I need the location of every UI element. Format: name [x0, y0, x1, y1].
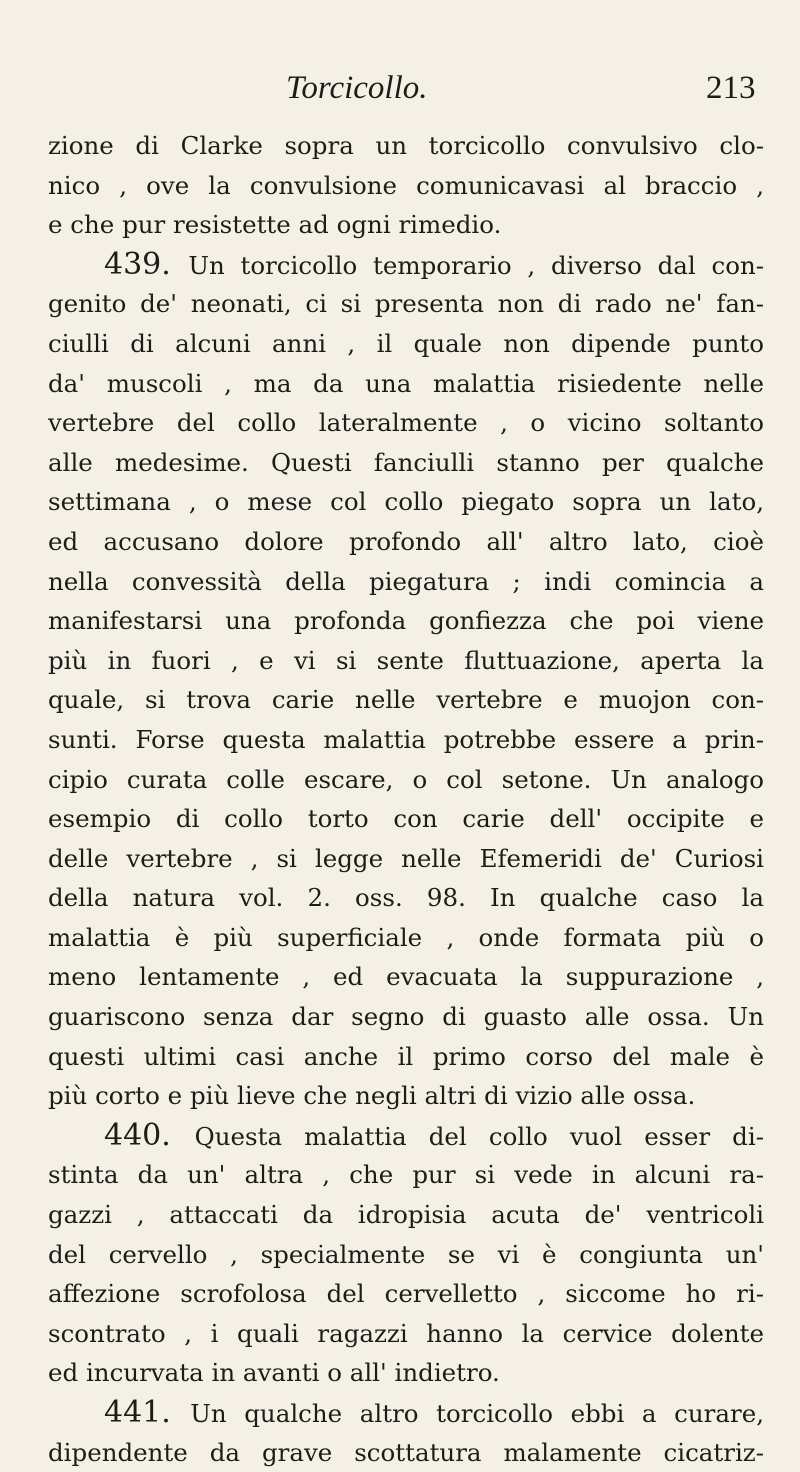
text-line [48, 1274, 764, 1314]
line-text: malattia è più superficiale , onde formata più o [48, 922, 764, 952]
running-title: Torcicollo. [286, 70, 428, 106]
line-text: ed incurvata in avanti o all' indietro. [48, 1358, 500, 1388]
line-text: nico , ove la convulsione comunicavasi al braccio , [48, 170, 764, 200]
text-line [48, 205, 764, 245]
text-line [48, 1353, 764, 1393]
text-line [48, 126, 764, 166]
line-text: delle vertebre , si legge nelle Efemeridi de' Curiosi [48, 843, 764, 873]
text-line [48, 522, 764, 562]
text-line [48, 641, 764, 681]
text-line [48, 364, 764, 404]
text-line [48, 601, 764, 641]
line-text: stinta da un' altra , che pur si vede in alcuni ra- [48, 1160, 764, 1190]
text-line [48, 680, 764, 720]
line-text: più in fuori , e vi si sente fluttuazione, aperta la [48, 645, 764, 675]
text-line [48, 284, 764, 324]
line-text: scontrato , i quali ragazzi hanno la cervice dolente [48, 1318, 764, 1348]
text-line [48, 1235, 764, 1275]
line-text: settimana , o mese col collo piegato sopra un lato, [48, 487, 764, 517]
text-line [48, 799, 764, 839]
text-line [48, 1116, 764, 1156]
body-text [48, 126, 764, 1472]
line-text: questi ultimi casi anche il primo corso del male è [48, 1041, 764, 1071]
paragraph-number: 439. [104, 246, 189, 282]
page-header [0, 70, 800, 120]
line-text: Un torcicollo temporario , diverso dal con- [188, 250, 764, 280]
line-text: genito de' neonati, ci si presenta non di rado ne' fan- [48, 289, 764, 319]
line-text: esempio di collo torto con carie dell' occipite e [48, 804, 764, 834]
text-line [48, 918, 764, 958]
line-text: nella convessità della piegatura ; indi comincia a [48, 566, 764, 596]
text-line [48, 324, 764, 364]
line-text: quale, si trova carie nelle vertebre e muojon con- [48, 685, 764, 715]
line-text: manifestarsi una profonda gonfiezza che poi viene [48, 606, 764, 636]
paragraph-number: 441. [104, 1395, 191, 1430]
line-text: alle medesime. Questi fanciulli stanno per qualche [48, 447, 764, 477]
line-text: dipendente da grave scottatura malamente cicatriz- [48, 1437, 764, 1467]
text-line [48, 1393, 764, 1433]
text-line [48, 878, 764, 918]
text-line [48, 562, 764, 602]
text-line [48, 1433, 764, 1472]
text-line [48, 997, 764, 1037]
line-text: della natura vol. 2. oss. 98. In qualche caso la [48, 883, 764, 913]
paragraph-number: 440. [104, 1117, 195, 1153]
text-line [48, 1037, 764, 1077]
line-text: sunti. Forse questa malattia potrebbe essere a prin- [48, 724, 764, 754]
line-text: Un qualche altro torcicollo ebbi a curare, [190, 1399, 764, 1428]
text-line [48, 166, 764, 206]
line-text: gazzi , attaccati da idropisia acuta de' ventricoli [48, 1200, 764, 1230]
text-line [48, 720, 764, 760]
text-line [48, 245, 764, 285]
line-text: affezione scrofolosa del cervelletto , siccome ho ri- [48, 1279, 764, 1309]
text-line [48, 957, 764, 997]
line-text: Questa malattia del collo vuol esser di- [194, 1121, 764, 1151]
text-line [48, 760, 764, 800]
line-text: zione di Clarke sopra un torcicollo convulsivo clo- [48, 131, 764, 160]
line-text: guariscono senza dar segno di guasto alle ossa. Un [48, 1002, 764, 1032]
line-text: ciulli di alcuni anni , il quale non dipende punto [48, 328, 764, 358]
line-text: cipio curata colle escare, o col setone. Un analogo [48, 764, 764, 794]
text-line [48, 839, 764, 879]
line-text: e che pur resistette ad ogni rimedio. [48, 210, 502, 240]
line-text: da' muscoli , ma da una malattia risiedente nelle [48, 368, 764, 398]
line-text: del cervello , specialmente se vi è congiunta un' [48, 1239, 764, 1269]
page-number: 213 [706, 70, 756, 106]
line-text: vertebre del collo lateralmente , o vicino soltanto [48, 408, 764, 438]
line-text: ed accusano dolore profondo all' altro lato, cioè [48, 526, 764, 556]
text-line [48, 482, 764, 522]
line-text: più corto e più lieve che negli altri di vizio alle ossa. [48, 1081, 696, 1111]
text-line [48, 1195, 764, 1235]
text-line [48, 1155, 764, 1195]
text-line [48, 1314, 764, 1354]
text-line [48, 443, 764, 483]
line-text: meno lentamente , ed evacuata la suppurazione , [48, 962, 764, 992]
text-line [48, 1076, 764, 1116]
text-line [48, 403, 764, 443]
